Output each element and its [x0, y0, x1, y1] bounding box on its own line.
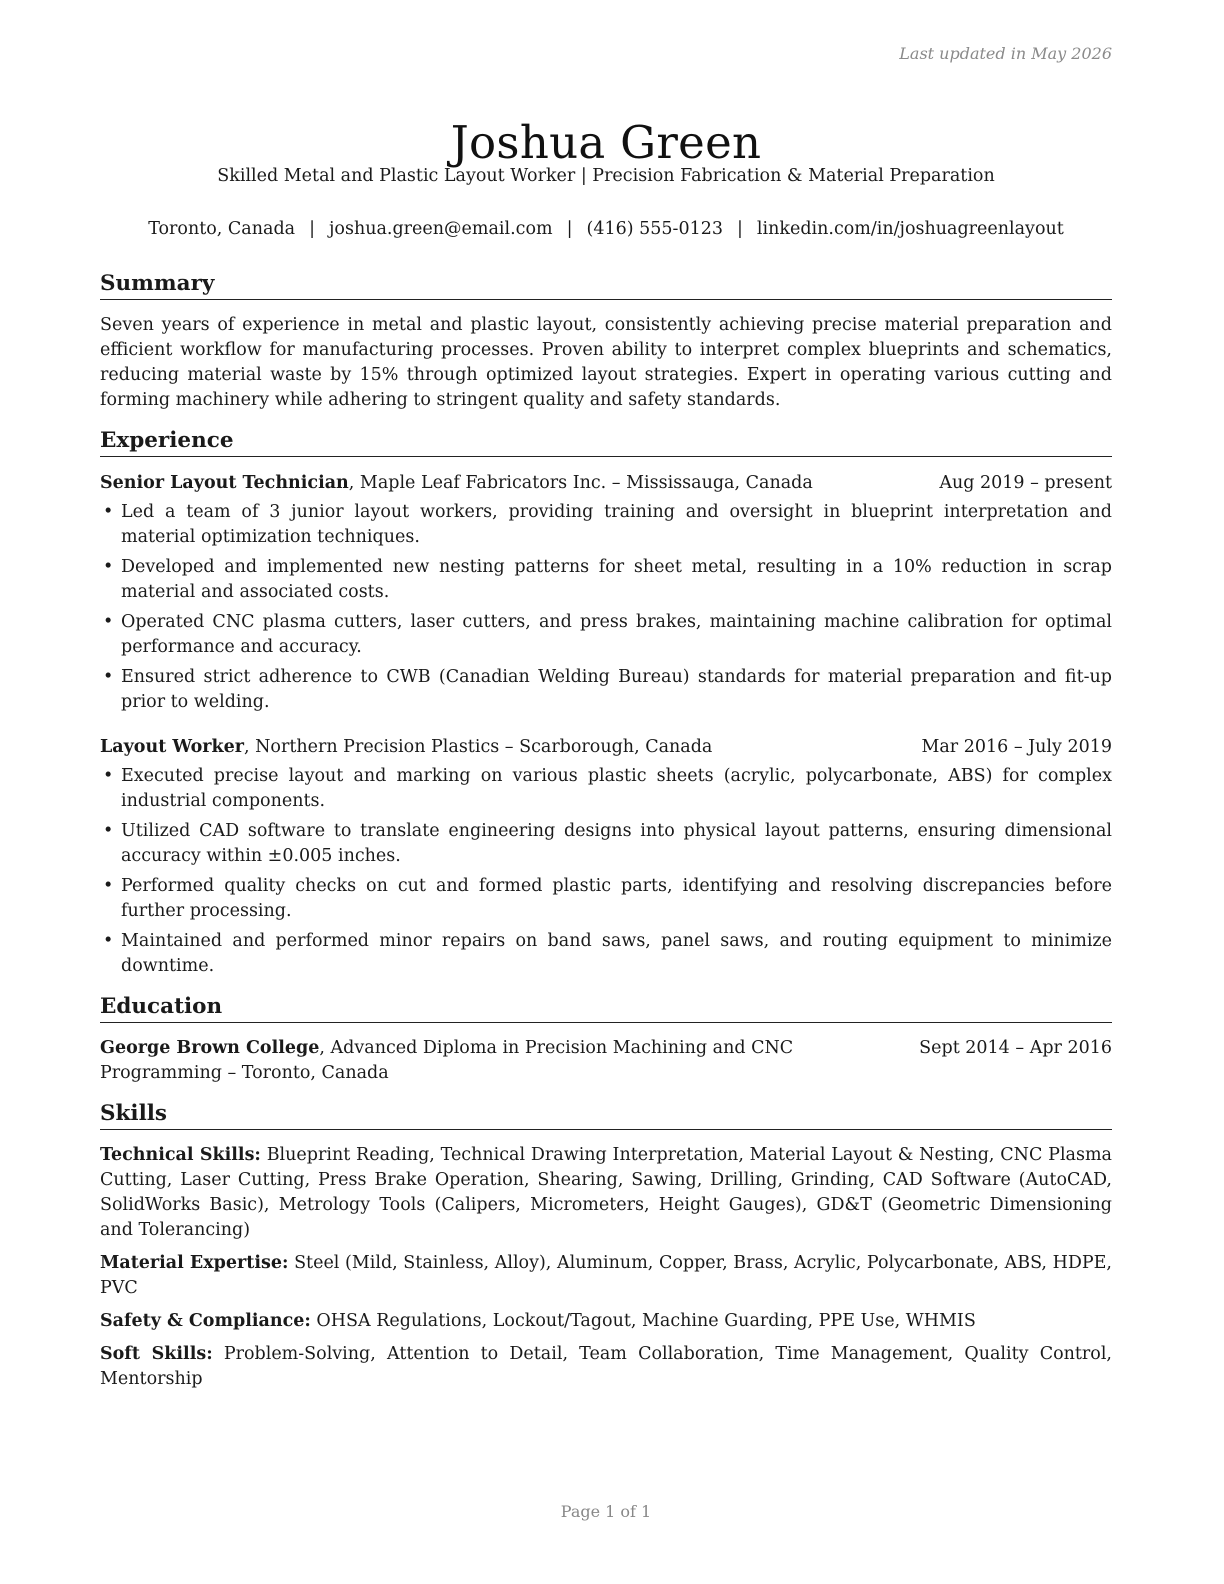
job-bullet: [100, 819, 1112, 869]
candidate-name: Joshua Green: [450, 116, 762, 170]
job-header: [100, 735, 1112, 760]
bullet-text: Maintained and performed minor repairs on band saws, panel saws, and routing equipment to minimize downtime.: [121, 931, 1112, 976]
job-bullet: [100, 764, 1112, 814]
resume-content: [100, 270, 1112, 1406]
job-title-line: [100, 735, 712, 760]
job-title-line: [100, 471, 813, 496]
bullet-icon: •: [103, 876, 114, 896]
skill-values: Steel (Mild, Stainless, Alloy), Aluminum, Copper, Brass, Acrylic, Polycarbonate, ABS, HDPE, PVC: [100, 1253, 1112, 1298]
section-title-experience: Experience: [100, 427, 1112, 457]
contact-separator: |: [309, 219, 315, 239]
job-bullet-list: [100, 764, 1112, 979]
bullet-text: Operated CNC plasma cutters, laser cutters, and press brakes, maintaining machine calibration for optimal performance and accuracy.: [121, 612, 1112, 657]
bullet-icon: •: [103, 612, 114, 632]
section-title-skills: Skills: [100, 1100, 1112, 1130]
bullet-icon: •: [103, 502, 114, 522]
contact-line: [100, 219, 1112, 239]
skill-label: Safety & Compliance:: [100, 1311, 311, 1331]
bullet-text: Executed precise layout and marking on various plastic sheets (acrylic, polycarbonate, ABS) for complex industrial components.: [121, 766, 1112, 811]
skill-line-soft: [100, 1342, 1112, 1392]
bullet-icon: •: [103, 821, 114, 841]
bullet-icon: •: [103, 667, 114, 687]
job-bullet: [100, 874, 1112, 924]
bullet-text: Developed and implemented new nesting patterns for sheet metal, resulting in a 10% reduction in scrap material and associated costs.: [121, 557, 1112, 602]
job-organization: , Maple Leaf Fabricators Inc. – Mississauga, Canada: [348, 473, 813, 493]
job-role: Layout Worker: [100, 737, 244, 757]
page-indicator: Page 1 of 1: [560, 1502, 652, 1521]
job-bullet-list: [100, 500, 1112, 715]
last-updated-note: Last updated in May 2026: [899, 44, 1112, 63]
job-bullet: [100, 500, 1112, 550]
skill-label: Soft Skills:: [100, 1344, 213, 1364]
skill-values: Blueprint Reading, Technical Drawing Interpretation, Material Layout & Nesting, CNC Plasma Cutting, Laser Cutting, Press Brake Operation, Shearing, Sawing, Drilling, Grinding, CAD Software (AutoCAD, SolidWorks Basic), Metrology Tools (Calipers, Micrometers, Height Gauges), GD&T (Geometric Dimensioning and Tolerancing): [100, 1145, 1112, 1240]
bullet-icon: •: [103, 766, 114, 786]
education-title-line: [100, 1036, 890, 1086]
job-dates: Aug 2019 – present: [939, 473, 1112, 493]
job-organization: , Northern Precision Plastics – Scarborough, Canada: [243, 737, 713, 757]
skill-line-safety: [100, 1309, 1112, 1334]
experience-section: [100, 427, 1112, 979]
skill-label: Material Expertise:: [100, 1253, 289, 1273]
job-bullet: [100, 610, 1112, 660]
job-entry: [100, 735, 1112, 979]
education-school: George Brown College: [100, 1038, 320, 1058]
job-header: [100, 471, 1112, 496]
bullet-text: Performed quality checks on cut and formed plastic parts, identifying and resolving discrepancies before further processing.: [121, 876, 1112, 921]
bullet-icon: •: [103, 931, 114, 951]
skills-section: [100, 1100, 1112, 1392]
summary-section: [100, 270, 1112, 413]
job-dates: Mar 2016 – July 2019: [921, 737, 1112, 757]
skill-values: OHSA Regulations, Lockout/Tagout, Machine Guarding, PPE Use, WHMIS: [310, 1311, 976, 1331]
bullet-text: Utilized CAD software to translate engineering designs into physical layout patterns, ensuring dimensional accuracy within ±0.005 inches.: [121, 821, 1112, 866]
skill-label: Technical Skills:: [100, 1145, 261, 1165]
section-title-education: Education: [100, 993, 1112, 1023]
education-section: [100, 993, 1112, 1086]
bullet-text: Ensured strict adherence to CWB (Canadian Welding Bureau) standards for material preparation and fit-up prior to welding.: [121, 667, 1112, 712]
bullet-text: Led a team of 3 junior layout workers, providing training and oversight in blueprint interpretation and material optimization techniques.: [121, 502, 1112, 547]
skill-line-materials: [100, 1251, 1112, 1301]
job-bullet: [100, 555, 1112, 605]
headline: Skilled Metal and Plastic Layout Worker | Precision Fabrication & Material Preparation: [217, 166, 995, 186]
job-bullet: [100, 665, 1112, 715]
job-role: Senior Layout Technician: [100, 473, 349, 493]
job-bullet: [100, 929, 1112, 979]
summary-text: Seven years of experience in metal and plastic layout, consistently achieving precise material preparation and efficient workflow for manufacturing processes. Proven ability to interpret complex blueprints and schematics, reducing material waste by 15% through optimized layout strategies. Expert in operating various cutting and forming machinery while adhering to stringent quality and safety standards.: [100, 315, 1112, 410]
contact-separator: |: [737, 219, 743, 239]
contact-phone: (416) 555-0123: [586, 219, 723, 239]
skill-values: Problem-Solving, Attention to Detail, Team Collaboration, Time Management, Quality Control, Mentorship: [100, 1344, 1112, 1389]
bullet-icon: •: [103, 557, 114, 577]
contact-location: Toronto, Canada: [148, 219, 296, 239]
education-entry: [100, 1036, 1112, 1086]
contact-linkedin-link[interactable]: linkedin.com/in/joshuagreenlayout: [756, 219, 1064, 239]
contact-separator: |: [566, 219, 573, 239]
skill-line-technical: [100, 1143, 1112, 1243]
education-detail: , Advanced Diploma in Precision Machining and CNC Programming – Toronto, Canada: [100, 1038, 794, 1083]
job-entry: [100, 471, 1112, 715]
education-dates: Sept 2014 – Apr 2016: [919, 1038, 1112, 1058]
section-title-summary: Summary: [100, 270, 1112, 300]
contact-email-link[interactable]: joshua.green@email.com: [329, 219, 553, 239]
